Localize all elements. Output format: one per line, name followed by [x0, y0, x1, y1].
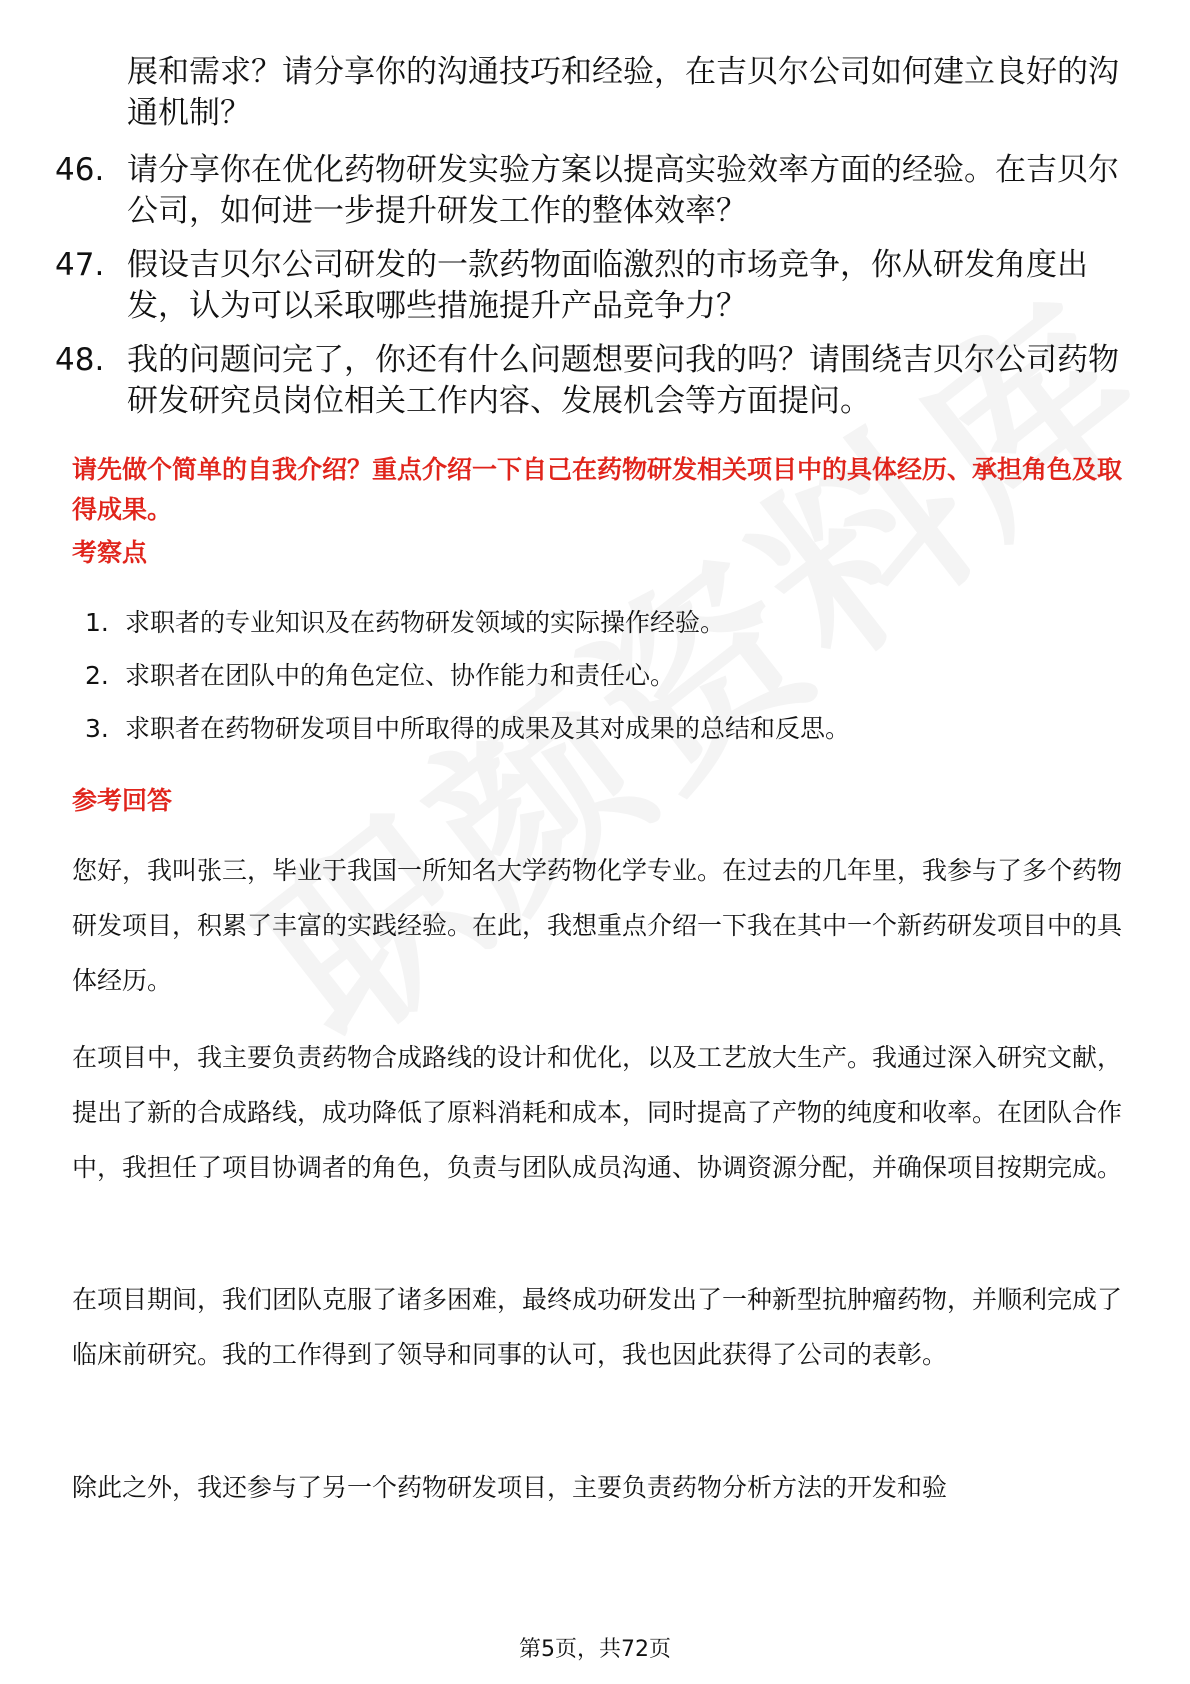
question-number: 46.: [55, 152, 105, 188]
point-number: 1.: [85, 608, 109, 637]
question-item-46: [55, 150, 1135, 232]
answer-title: 参考回答: [72, 786, 173, 815]
question-text: 假设吉贝尔公司研发的一款药物面临激烈的市场竞争，你从研发角度出发，认为可以采取哪些措施提升产品竞争力？: [127, 247, 1088, 324]
question-continuation: 展和需求？请分享你的沟通技巧和经验，在吉贝尔公司如何建立良好的沟通机制？: [127, 54, 1119, 131]
question-text: 我的问题问完了，你还有什么问题想要问我的吗？请围绕吉贝尔公司药物研发研究员岗位相关工作内容、发展机会等方面提问。: [127, 342, 1119, 419]
focus-point-2: [85, 658, 1115, 694]
question-text: 请分享你在优化药物研发实验方案以提高实验效率方面的经验。在吉贝尔公司，如何进一步提升研发工作的整体效率？: [127, 152, 1119, 229]
answer-paragraph-2: 在项目中，我主要负责药物合成路线的设计和优化，以及工艺放大生产。我通过深入研究文献，提出了新的合成路线，成功降低了原料消耗和成本，同时提高了产物的纯度和收率。在团队合作中，我担任了项目协调者的角色，负责与团队成员沟通、协调资源分配，并确保项目按期完成。: [72, 1043, 1123, 1182]
answer-paragraph-3: 在项目期间，我们团队克服了诸多困难，最终成功研发出了一种新型抗肿瘤药物，并顺利完成了临床前研究。我的工作得到了领导和同事的认可，我也因此获得了公司的表彰。: [72, 1285, 1123, 1369]
point-number: 3.: [85, 714, 109, 743]
focus-point-3: [85, 711, 1115, 747]
answer-paragraph-4: 除此之外，我还参与了另一个药物研发项目，主要负责药物分析方法的开发和验: [72, 1473, 948, 1502]
point-text: 求职者的专业知识及在药物研发领域的实际操作经验。: [125, 608, 726, 637]
focus-point-1: [85, 605, 1115, 641]
question-number: 48.: [55, 342, 105, 378]
question-item-48: [55, 340, 1135, 422]
focus-title: 考察点: [72, 538, 148, 567]
question-item-47: [55, 245, 1135, 327]
point-number: 2.: [85, 661, 109, 690]
answer-paragraph-1: 您好，我叫张三，毕业于我国一所知名大学药物化学专业。在过去的几年里，我参与了多个药物研发项目，积累了丰富的实践经验。在此，我想重点介绍一下我在其中一个新药研发项目中的具体经历。: [72, 856, 1123, 995]
page-footer: 第5页，共72页: [519, 1637, 671, 1662]
question-number: 47.: [55, 247, 105, 283]
point-text: 求职者在药物研发项目中所取得的成果及其对成果的总结和反思。: [125, 714, 851, 743]
question-heading: 请先做个简单的自我介绍？重点介绍一下自己在药物研发相关项目中的具体经历、承担角色及取得成果。: [72, 455, 1123, 524]
point-text: 求职者在团队中的角色定位、协作能力和责任心。: [125, 661, 676, 690]
